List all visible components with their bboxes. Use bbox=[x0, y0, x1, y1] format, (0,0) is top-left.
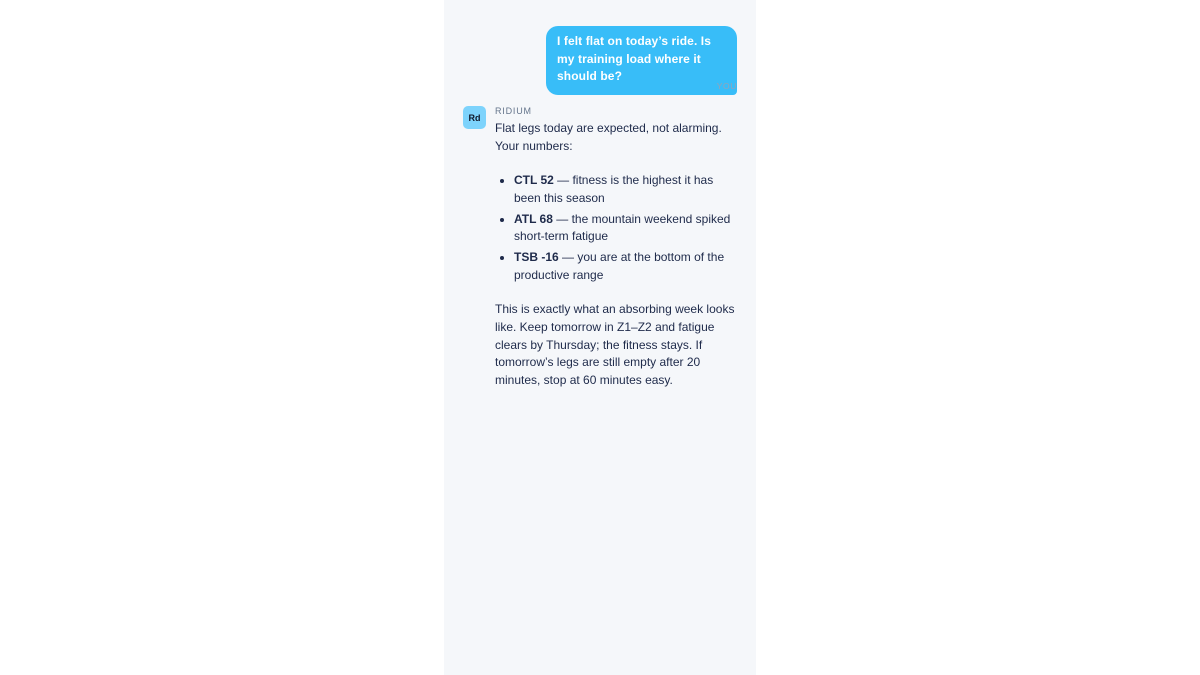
metric-description: — you are at the bottom of the productive range bbox=[514, 250, 725, 282]
metric-description: — the mountain weekend spiked short-term fatigue bbox=[514, 211, 731, 244]
assistant-intro-text: Flat legs today are expected, not alarming. Your numbers: bbox=[495, 121, 722, 153]
assistant-closing-text: This is exactly what an absorbing week looks like. Keep tomorrow in Z1–Z2 and fatigue clears by Thursday; the fitness stays. If tomorrow’s legs are still empty after 20 minutes, stop at 60 minutes easy. bbox=[495, 302, 735, 387]
metric-description: — fitness is the highest it has been this season bbox=[514, 173, 714, 205]
chat-panel bbox=[444, 0, 756, 675]
assistant-sender-name: RIDIUM bbox=[495, 106, 532, 116]
metric-label: ATL 68 bbox=[514, 211, 553, 226]
metric-label: CTL 52 bbox=[514, 173, 554, 188]
assistant-avatar: Rd bbox=[463, 106, 486, 129]
user-message-bubble: I felt flat on today’s ride. Is my training load where it should be? bbox=[546, 26, 737, 95]
metric-item-ctl bbox=[514, 172, 740, 207]
metric-label: TSB -16 bbox=[514, 250, 559, 265]
metrics-list bbox=[495, 172, 740, 284]
assistant-message bbox=[495, 120, 740, 389]
metric-item-tsb bbox=[514, 249, 740, 284]
metric-item-atl bbox=[514, 211, 740, 246]
user-sender-label: YOU bbox=[716, 81, 737, 91]
